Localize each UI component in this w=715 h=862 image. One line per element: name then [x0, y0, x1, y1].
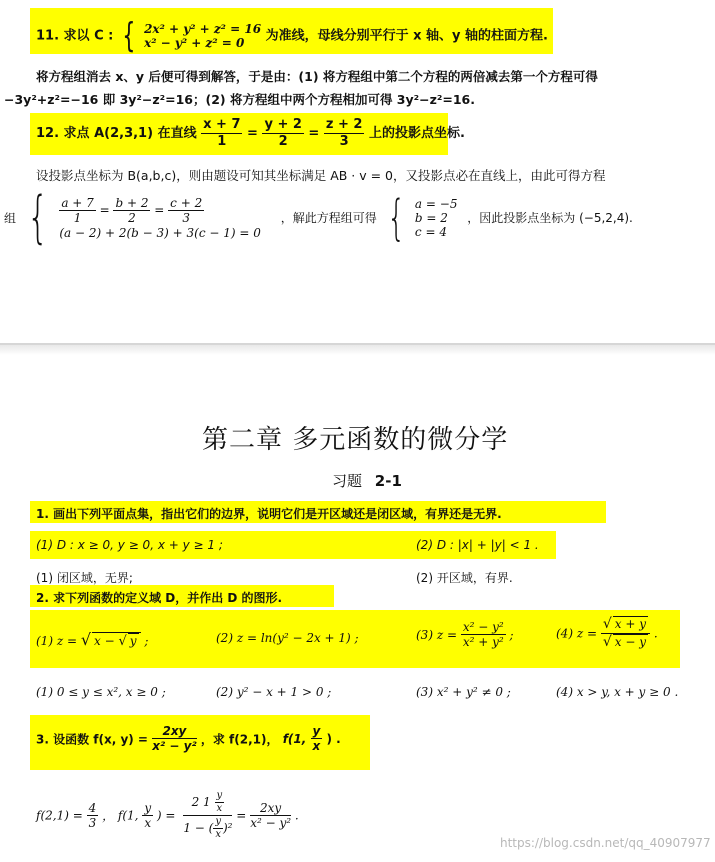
answer-12-line1: 设投影点坐标为 B(a,b,c)，则由题设可知其坐标满足 AB · v = 0，又投影点必在直线上，由此可得方程: [36, 168, 606, 183]
q2-answer-4: (4) x > y, x + y ≥ 0 .: [556, 685, 679, 699]
q3-text: 3. 设函数 f(x, y) = $\frac{2xy}{\text{x² − y²}}$ ，求 f(2,1)， f(1, $\frac{y}{x}$ ) .: [36, 724, 341, 754]
answer-12-solve: ，解此方程组可得: [280, 211, 377, 226]
problem-12: 12. 求点 A(2,3,1) 在直线 $\frac{x + 7}{1}$ = $\frac{y + 2}{2}$ = $\frac{z + 2}{3}$ 上的投影点坐标.: [36, 117, 465, 149]
q1-answer-1: (1) 闭区域，无界;: [36, 571, 133, 585]
q2-option-4: (4) z = $\frac{√ x + y}{√ x - y}$ .: [556, 616, 658, 650]
q1-answer-2: (2) 开区域，有界.: [416, 571, 513, 585]
left-brace-icon: {: [26, 184, 49, 250]
q2-answer-3: (3) x² + y² ≠ 0 ;: [416, 685, 511, 699]
answer-12-result: ，因此投影点坐标为 (−5,2,4).: [467, 211, 633, 226]
left-brace-icon: {: [386, 189, 405, 246]
q2-answer-1: (1) 0 ≤ y ≤ x², x ≥ 0 ;: [36, 685, 166, 699]
problem-12-tail: 上的投影点坐标.: [368, 126, 465, 141]
q2-option-2: (2) z = ln(y² − 2x + 1) ;: [216, 631, 359, 645]
fraction-z: $\frac{z + 2}{3}$: [325, 117, 363, 149]
q2-text: 2. 求下列函数的定义域 D，并作出 D 的图形.: [36, 591, 283, 605]
answer-12-system: 组 { $\frac{a + 7}{1}$ = $\frac{b + 2}{2}$ = $\frac{c + 2}{3}$ (a − 2) + 2(b − 3) + 3(c − 1) = 0 ，解此方程组可得 { a = −5 b = 2 c = 4 ，因此投影点坐标为 (−5,2,4).: [4, 184, 633, 250]
answer-12-solution: a = −5 b = 2 c = 4: [414, 196, 458, 239]
exercise-heading: 习题 2-1: [332, 472, 402, 490]
problem-11-eq1: 2x² + y² + z² = 16: [144, 22, 262, 36]
q1-text: 1. 画出下列平面点集，指出它们的边界，说明它们是开区域还是闭区域，有界还是无界.: [36, 507, 502, 521]
watermark-text: https://blog.csdn.net/qq_40907977: [500, 836, 711, 850]
problem-11-lead: 11. 求以 C :: [36, 28, 114, 44]
fraction-y: $\frac{y + 2}{2}$: [264, 117, 302, 149]
q1-option-2: (2) D : |x| + |y| < 1 .: [416, 538, 539, 552]
problem-11-eq2: x² − y² + z² = 0: [144, 36, 245, 50]
problem-12-lead: 12. 求点 A(2,3,1) 在直线: [36, 126, 197, 141]
left-brace-icon: {: [122, 16, 136, 56]
fraction-x: $\frac{x + 7}{1}$: [203, 117, 241, 149]
problem-11-system: [144, 22, 261, 50]
chapter-title: 第二章 多元函数的微分学: [202, 425, 509, 455]
answer-11-line1: 将方程组消去 x、y 后便可得到解答，于是由：(1) 将方程组中第二个方程的两倍减去第一个方程可得: [36, 69, 598, 84]
q2-option-3: (3) z = $\frac{\text{x² − y²}}{\text{x² + y²}}$ ;: [416, 620, 514, 650]
answer-11-line2: −3y²+z²=−16 即 3y²−z²=16；(2) 将方程组中两个方程相加可得 3y²−z²=16.: [4, 92, 475, 107]
q2-answer-2: (2) y² − x + 1 > 0 ;: [216, 685, 332, 699]
answer-12-eq2: (a − 2) + 2(b − 3) + 3(c − 1) = 0: [59, 225, 261, 240]
q1-option-1: (1) D : x ≥ 0, y ≥ 0, x + y ≥ 1 ;: [36, 538, 223, 552]
answer-12-group-label: 组: [4, 211, 17, 226]
problem-11: [36, 16, 548, 56]
q2-option-1: (1) z = √ x − √ y ;: [36, 630, 149, 649]
problem-11-tail: 为准线，母线分别平行于 x 轴、y 轴的柱面方程.: [265, 28, 548, 44]
q3-answer: f(2,1) = $\frac{4}{3}$ ， f(1, $\frac{y}{x}$ ) = 2 1 $\frac{y}{x}$ 1 − ( $\frac{y}{x}$ )² = $\frac{2xy}{\text{x² − y²}}$ .: [36, 790, 299, 840]
page-divider: [0, 343, 715, 355]
